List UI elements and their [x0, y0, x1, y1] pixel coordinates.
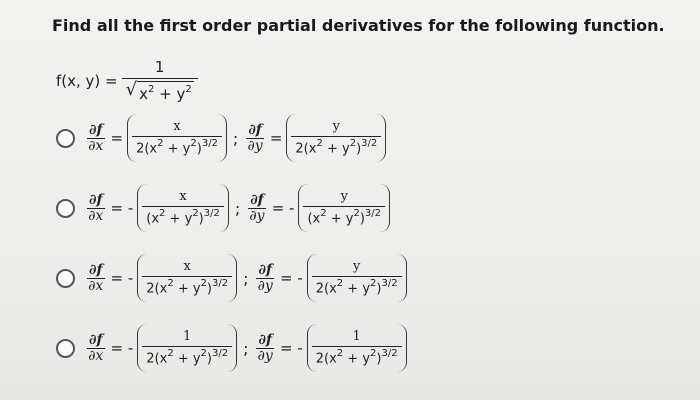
- separator: ;: [243, 268, 249, 288]
- equals-sign: = -: [280, 339, 303, 357]
- equals-sign: = -: [110, 199, 134, 217]
- equals-sign: = -: [110, 339, 134, 357]
- fy-denominator: $2(x^2 + y^2)^{3/2}$: [312, 346, 402, 366]
- fy-expression: [286, 114, 386, 162]
- function-lhs: f(x, y) =: [56, 71, 118, 90]
- fx-expression: [137, 324, 237, 372]
- partial-fy-symbol: $\frac{\partial f}{\partial y}$: [257, 261, 273, 294]
- fx-numerator: x: [173, 119, 181, 135]
- partial-fy-symbol: $\frac{\partial f}{\partial y}$: [247, 121, 263, 154]
- fy-expression: [298, 184, 390, 232]
- fy-numerator: 1: [352, 329, 361, 345]
- equals-sign: = -: [271, 199, 295, 217]
- square-root: [126, 81, 194, 103]
- radical-sign-icon: √: [125, 79, 138, 100]
- radio-button[interactable]: [56, 199, 75, 218]
- fy-expression: [307, 324, 407, 372]
- partial-fx-symbol: $\frac{\partial f}{\partial x}$: [88, 121, 104, 154]
- radio-button[interactable]: [56, 339, 75, 358]
- answer-option-1[interactable]: [56, 108, 476, 168]
- fx-denominator: $(x^2 + y^2)^{3/2}$: [142, 206, 224, 226]
- equals-sign: =: [110, 129, 124, 147]
- partial-fy-symbol: $\frac{\partial f}{\partial y}$: [257, 331, 273, 364]
- partial-fx-symbol: $\frac{\partial f}{\partial x}$: [88, 191, 104, 224]
- radicand: $x^2 + y^2$: [137, 81, 194, 103]
- fx-denominator: $2(x^2 + y^2)^{3/2}$: [132, 136, 222, 156]
- answer-option-4[interactable]: [56, 318, 476, 378]
- fx-expression: [127, 114, 227, 162]
- fy-numerator: y: [332, 119, 340, 135]
- partial-fy-symbol: $\frac{\partial f}{\partial y}$: [249, 191, 265, 224]
- function-numerator: 1: [154, 58, 165, 76]
- fx-numerator: x: [179, 189, 187, 205]
- fy-expression: [307, 254, 407, 302]
- fy-numerator: y: [352, 259, 361, 275]
- fx-numerator: x: [183, 259, 191, 275]
- partial-fx-symbol: $\frac{\partial f}{\partial x}$: [88, 331, 104, 364]
- answer-option-2[interactable]: [56, 178, 476, 238]
- equals-sign: =: [269, 129, 283, 147]
- function-definition: [56, 58, 198, 103]
- fx-expression: [137, 254, 237, 302]
- function-denominator: [122, 78, 198, 103]
- equals-sign: = -: [110, 269, 134, 287]
- radio-button[interactable]: [56, 129, 75, 148]
- equals-sign: = -: [280, 269, 303, 287]
- separator: ;: [234, 198, 241, 218]
- fy-denominator: $2(x^2 + y^2)^{3/2}$: [312, 276, 402, 296]
- separator: ;: [232, 128, 239, 148]
- answer-option-3[interactable]: [56, 248, 476, 308]
- partial-fx-symbol: $\frac{\partial f}{\partial x}$: [88, 261, 104, 294]
- fx-denominator: $2(x^2 + y^2)^{3/2}$: [142, 276, 232, 296]
- question-text: Find all the first order partial derivatives for the following function.: [52, 16, 665, 35]
- fy-denominator: $2(x^2 + y^2)^{3/2}$: [291, 136, 381, 156]
- fx-denominator: $2(x^2 + y^2)^{3/2}$: [142, 346, 232, 366]
- fy-numerator: y: [340, 189, 348, 205]
- function-fraction: [122, 58, 198, 103]
- radio-button[interactable]: [56, 269, 75, 288]
- separator: ;: [243, 338, 249, 358]
- fx-numerator: 1: [183, 329, 192, 345]
- fx-expression: [137, 184, 229, 232]
- fy-denominator: $(x^2 + y^2)^{3/2}$: [303, 206, 385, 226]
